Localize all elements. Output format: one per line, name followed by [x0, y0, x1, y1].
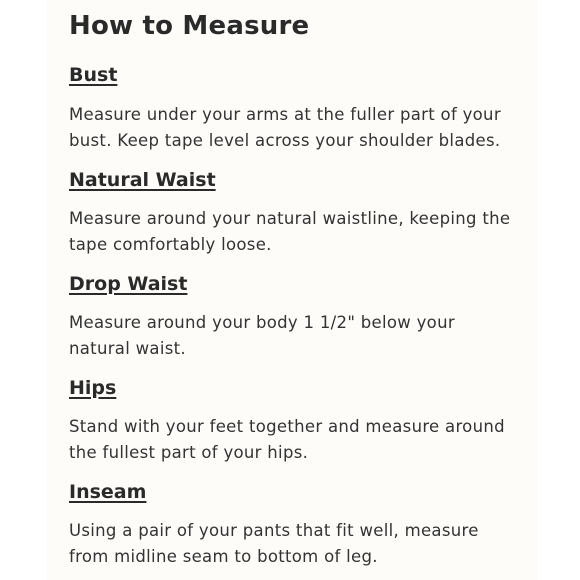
section-text-hips: Stand with your feet together and measure around the fullest part of your hips.	[69, 417, 505, 462]
section-natural-waist	[69, 167, 537, 258]
section-inseam	[69, 479, 537, 570]
section-text-natural-waist: Measure around your natural waistline, keeping the tape comfortably loose.	[69, 209, 511, 254]
section-heading-natural-waist: Natural Waist	[69, 169, 216, 191]
section-heading-inseam: Inseam	[69, 481, 147, 503]
section-drop-waist	[69, 271, 537, 362]
section-bust	[69, 62, 537, 154]
section-heading-drop-waist: Drop Waist	[69, 273, 188, 295]
measurement-guide-panel	[47, 0, 537, 580]
section-text-bust: Measure under your arms at the fuller part of your bust. Keep tape level across your shoulder blades.	[69, 105, 501, 150]
section-heading-bust: Bust	[69, 64, 118, 86]
page-title: How to Measure	[69, 11, 310, 41]
section-text-inseam: Using a pair of your pants that fit well, measure from midline seam to bottom of leg.	[69, 521, 479, 566]
section-text-drop-waist: Measure around your body 1 1/2" below your natural waist.	[69, 313, 455, 358]
section-hips	[69, 375, 537, 466]
section-heading-hips: Hips	[69, 377, 117, 399]
